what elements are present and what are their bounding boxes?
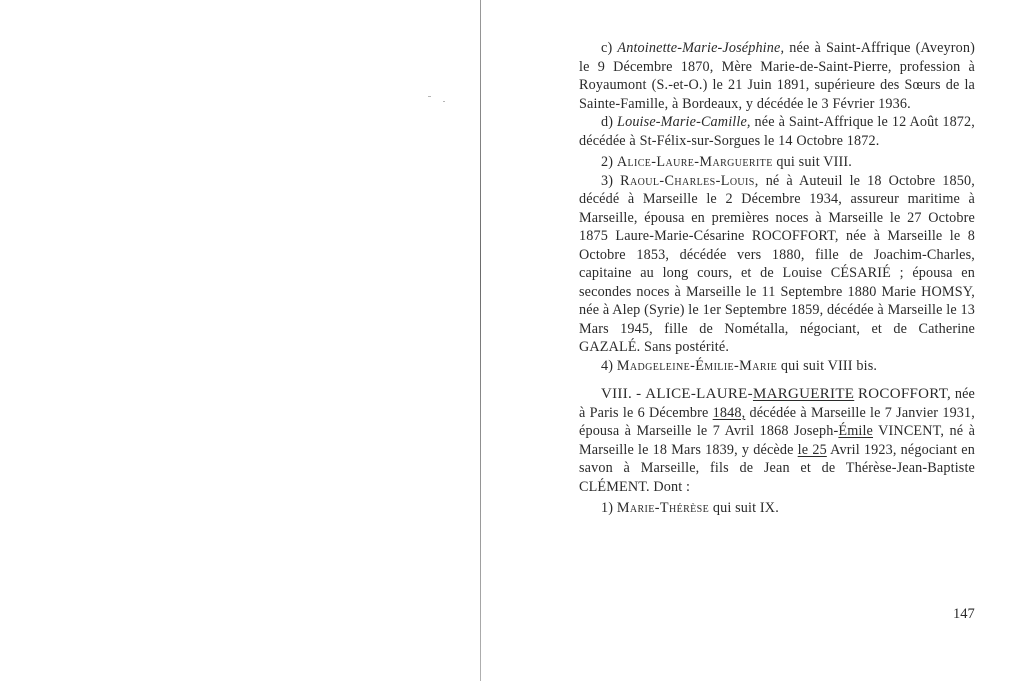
right-page-text [579,39,975,518]
heading-part: ALICE-LAURE- [645,386,753,402]
paragraph-body: née à Saint-Affrique (Aveyron) le 9 Décembre 1870, Mère Marie-de-Saint-Pierre, profession à Royaumont (S.-et-O.) le 21 Juin 1891, supérieure des Sœurs de la Sainte-Famille, à Bordeaux, y décédée le 3 Février 1936. [579,40,975,112]
list-marker: 3) [601,172,614,189]
paragraph-c [579,39,975,113]
paragraph-body: qui suit IX. [712,500,779,516]
paragraph-ix [579,499,975,518]
paragraph-body: née à Saint-Affrique le 12 Août 1872, décédée à St-Félix-sur-Sorgues le 14 Octobre 1872. [579,114,975,149]
paragraph-body: né à Auteuil le 18 Octobre 1850, décédé à Marseille le 2 Décembre 1934, assureur maritime à Marseille, épousa en premières noces à Marseille le 27 Octobre 1875 Laure-Marie-Césarine ROCOFFORT, née à Marseille le 8 Octobre 1853, décédée vers 1880, fille de Joachim-Charles, capitaine au long cours, et de Louise CÉSARIÉ ; épousa en secondes noces à Marseille le 11 Septembre 1880 Marie HOMSY, née à Alep (Syrie) le 1er Septembre 1859, décédée à Marseille le 13 Mars 1945, fille de Nométalla, négociant, et de Catherine GAZALÉ. Sans postérité. [579,172,975,355]
section-body: VINCENT, né à Marseille le 18 Mars 1839, y décède [579,423,976,458]
person-name: Madgeleine-Émilie-Marie [616,357,778,374]
page-number: 147 [953,606,975,622]
list-marker: 2) [601,154,614,170]
section-heading [645,386,854,402]
paragraph-body: qui suit VIII. [776,154,852,170]
section-body: née à Paris le 6 Décembre [579,386,975,421]
section-body: décédée à Marseille le 7 Janvier 1931, épousa à Marseille le 7 Avril 1868 Joseph- [579,404,975,439]
section-numeral: VIII. - [601,386,642,402]
person-name: Raoul-Charles-Louis, [620,172,759,189]
list-marker: 1) [601,500,614,516]
person-name: Antoinette-Marie-Joséphine, [617,40,785,56]
underlined-name: Émile [838,423,874,439]
paragraph-4 [579,357,975,376]
list-marker: c) [601,40,613,56]
list-marker: d) [601,114,614,130]
paragraph-3 [579,172,975,357]
paragraph-body: qui suit VIII bis. [780,357,878,374]
person-name: Alice-Laure-Marguerite [616,154,773,170]
list-marker: 4) [601,357,614,374]
paragraph-2 [579,153,975,172]
heading-part: ROCOFFORT, [858,386,952,402]
book-gutter [480,0,481,681]
section-viii [579,385,975,496]
paper-speck [443,101,445,102]
person-name: Marie-Thérèse [616,500,710,516]
underlined-date: 1848, [712,404,746,421]
person-name: Louise-Marie-Camille, [617,114,751,130]
paragraph-d [579,113,975,150]
paper-speck [428,96,431,97]
heading-underlined: MARGUERITE [752,386,855,402]
underlined-date: le 25 [797,441,827,458]
section-body: Avril 1923, négociant en savon à Marseille, fils de Jean et de Thérèse-Jean-Baptiste CLÉMENT. Dont : [579,441,975,495]
